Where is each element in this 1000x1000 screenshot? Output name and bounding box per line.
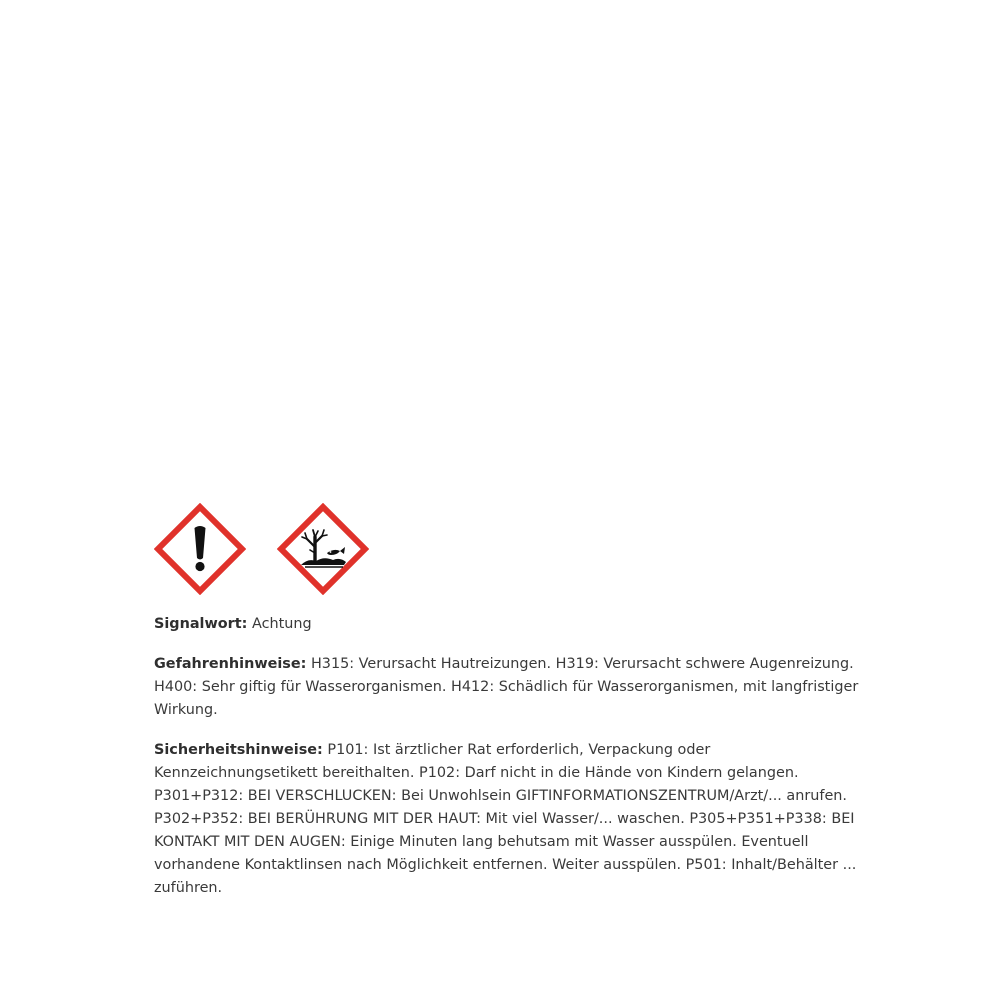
hazard-statements-label: Gefahrenhinweise: bbox=[154, 656, 307, 672]
signal-word-value: Achtung bbox=[251, 616, 312, 632]
precautionary-statements-text: P101: Ist ärztlicher Rat erforderlich, Verpackung oder Kennzeichnungsetikett bereithalten. P102: Darf nicht in die Hände von Kindern gelangen. P301+P312: BEI VERSCHLUCKEN: Bei Unwohlsein GIFTINFORMATIONSZENTRUM/Arzt/... anrufen. P302+P352: BEI BERÜHRUNG MIT DER HAUT: Mit viel Wasser/... waschen. P305+P351+P338: BEI KONTAKT MIT DEN AUGEN: Einige Minuten lang behutsam mit Wasser ausspülen. Eventuell vorhandene Kontaktlinsen nach Möglichkeit entfernen. Weiter ausspülen. P501: Inhalt/Behälter ... zuführen. bbox=[154, 742, 857, 896]
hazard-statements-text: H315: Verursacht Hautreizungen. H319: Verursacht schwere Augenreizung. H400: Sehr giftig für Wasserorganismen. H412: Schädlich für Wasserorganismen, mit langfristiger Wirkung. bbox=[154, 656, 859, 718]
precautionary-statements-label: Sicherheitshinweise: bbox=[154, 742, 323, 758]
signal-word-paragraph bbox=[154, 613, 866, 636]
precautionary-statements-paragraph bbox=[154, 739, 866, 900]
signal-word-label: Signalwort: bbox=[154, 616, 248, 632]
hazard-statements-paragraph bbox=[154, 653, 866, 722]
ghs09-environment-icon bbox=[277, 503, 369, 595]
ghs-pictogram-row bbox=[154, 503, 384, 597]
ghs07-exclamation-mark-icon bbox=[154, 503, 246, 595]
